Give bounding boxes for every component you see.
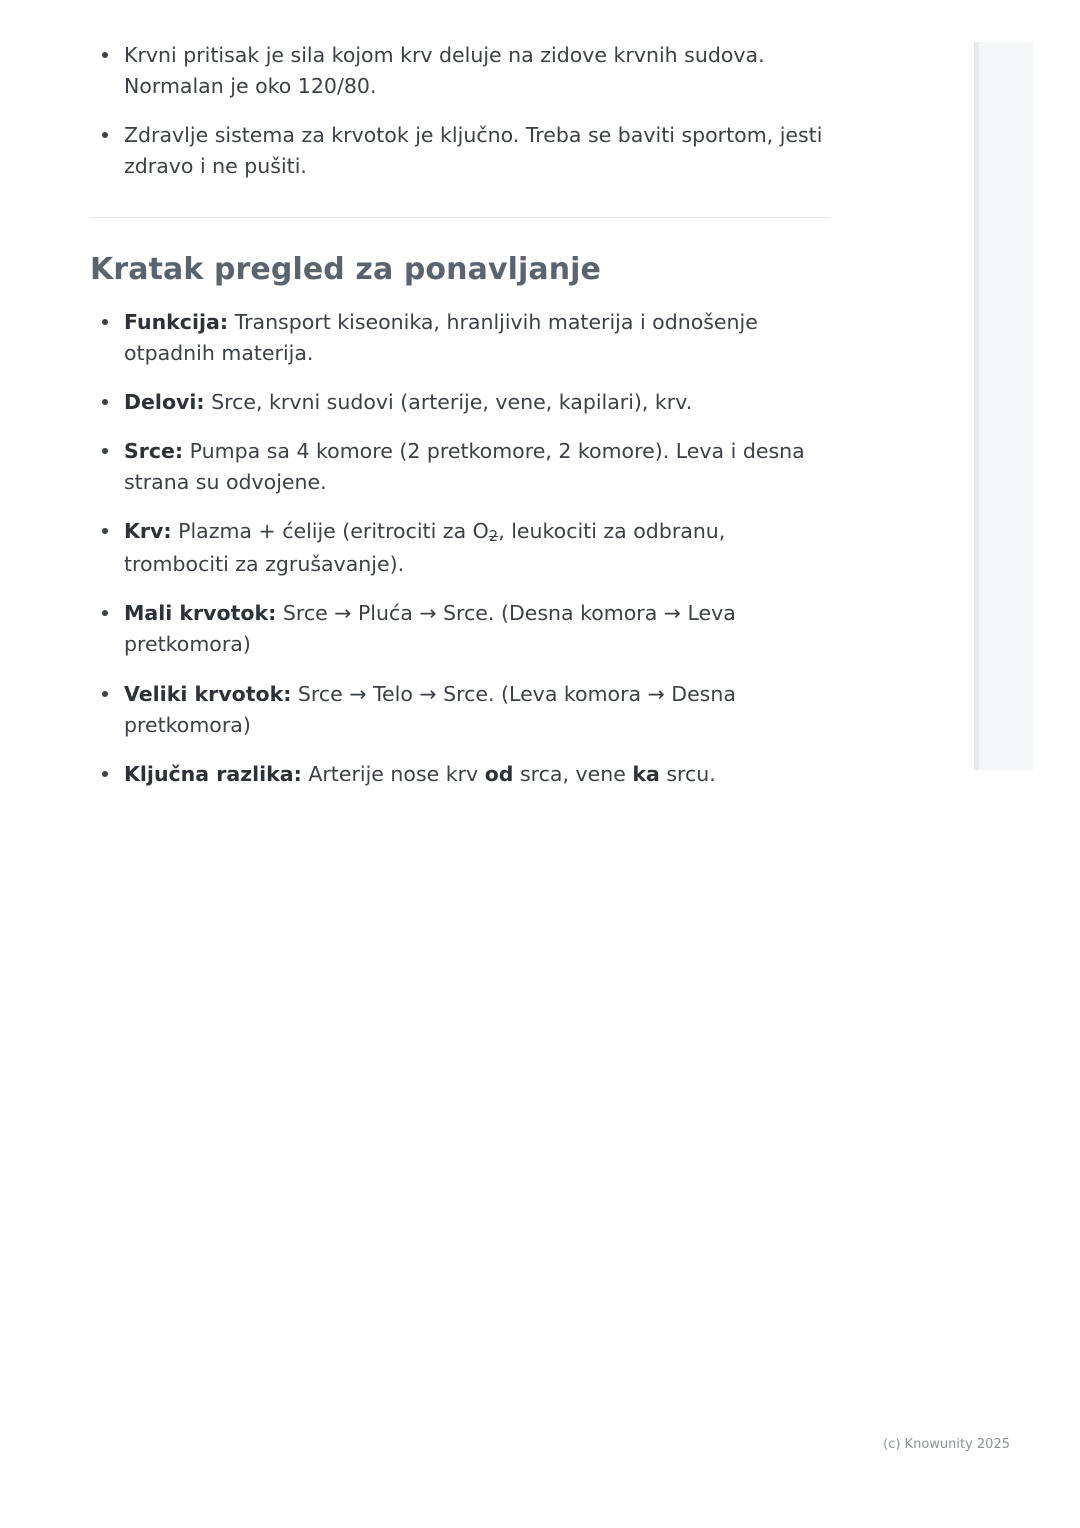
list-item (90, 436, 830, 498)
list-item (90, 387, 830, 418)
list-item-text-part3: srcu. (659, 761, 716, 786)
intro-bullet-list (90, 40, 830, 183)
list-item-label: Mali krvotok: (124, 601, 277, 626)
list-item (90, 598, 830, 660)
list-item-text-part2: srca, vene (513, 761, 633, 786)
subscript-two: 2 (488, 528, 499, 546)
list-item-text-after: , leukociti za odbranu, trombociti za zgrušavanje). (124, 519, 726, 577)
list-item-label: Ključna razlika: (124, 761, 302, 786)
list-item-text: Srce → Pluća → Srce. (Desna komora → Leva pretkomora) (124, 601, 736, 657)
list-item-text: Srce → Telo → Srce. (Leva komora → Desna pretkomora) (124, 681, 736, 737)
scroll-strip[interactable] (974, 42, 1033, 770)
emphasis-od: od (484, 761, 514, 786)
list-item-label: Funkcija: (124, 309, 229, 334)
list-item-label: Veliki krvotok: (124, 681, 292, 706)
list-item (90, 516, 830, 580)
section-divider (90, 217, 830, 218)
list-item: Zdravlje sistema za krvotok je ključno. Treba se baviti sportom, jesti zdravo i ne pušiti. (90, 120, 830, 182)
emphasis-ka: ka (632, 761, 660, 786)
list-item-label: Krv: (124, 519, 172, 544)
list-item-text-before: Plazma + ćelije (eritrociti za O (171, 519, 489, 544)
list-item (90, 759, 830, 790)
document-content (90, 40, 830, 790)
scrollbar-track[interactable] (975, 42, 979, 770)
list-item-label: Srce: (124, 439, 184, 464)
page-title: Kratak pregled za ponavljanje (90, 251, 601, 287)
list-item-label: Delovi: (124, 389, 205, 414)
list-item: Krvni pritisak je sila kojom krv deluje na zidove krvnih sudova. Normalan je oko 120/80. (90, 40, 830, 102)
list-item (90, 679, 830, 741)
list-item-text: Srce, krvni sudovi (arterije, vene, kapilari), krv. (204, 389, 693, 414)
list-item-text: Transport kiseonika, hranljivih materija i odnošenje otpadnih materija. (124, 309, 758, 365)
list-item-text: Pumpa sa 4 komore (2 pretkomore, 2 komore). Leva i desna strana su odvojene. (124, 439, 805, 495)
list-item (90, 307, 830, 369)
summary-bullet-list (90, 307, 830, 790)
footer-copyright: (c) Knowunity 2025 (883, 1437, 1010, 1452)
list-item-text-part1: Arterije nose krv (301, 761, 485, 786)
